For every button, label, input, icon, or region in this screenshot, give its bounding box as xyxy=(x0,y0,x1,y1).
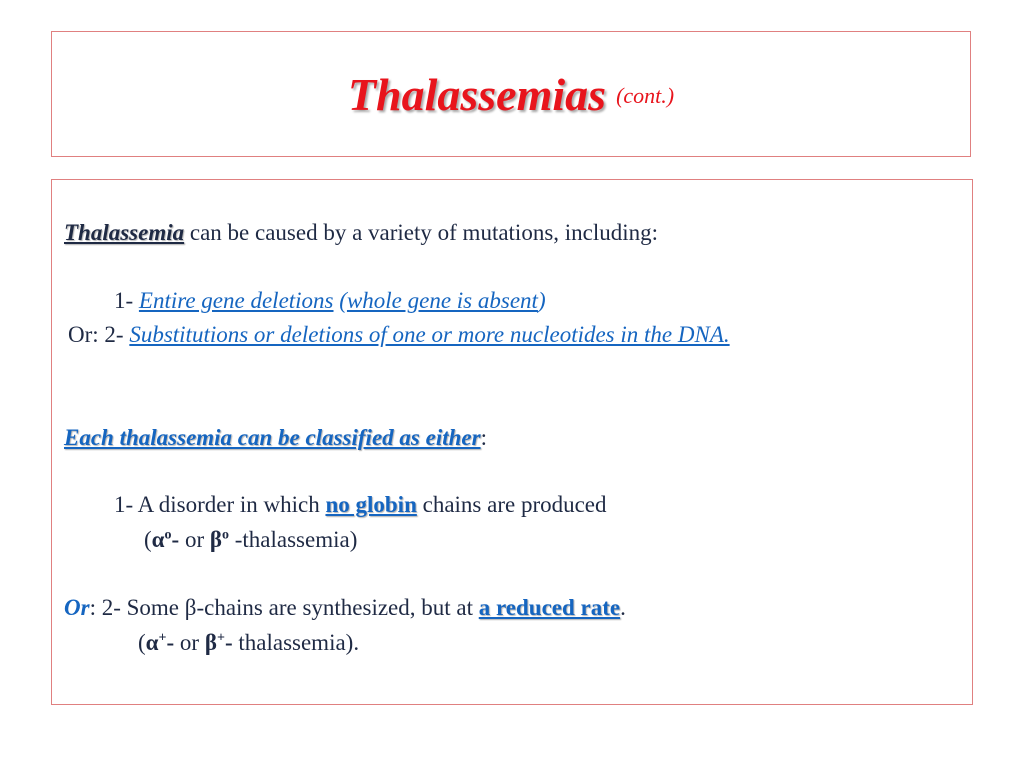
item-1-emph: no globin xyxy=(325,492,417,517)
item-2-beta-sup: + xyxy=(216,630,225,646)
classification-item-2 xyxy=(64,595,626,621)
item-2-or-label: Or xyxy=(64,595,90,620)
item-1-alpha-dash: - xyxy=(171,527,180,552)
item-2-beta: β xyxy=(204,630,217,655)
intro-line xyxy=(64,220,658,246)
item-1-or: or xyxy=(179,527,210,552)
item-2-emph: a reduced rate xyxy=(478,595,621,620)
slide-subtitle: (cont.) xyxy=(616,83,675,108)
item-1-open: ( xyxy=(144,527,152,552)
item-2-close: thalassemia). xyxy=(232,630,360,655)
classification-item-2-types xyxy=(138,630,359,656)
mutation-1-emph: Entire gene deletions xyxy=(138,288,334,313)
classification-item-1 xyxy=(114,492,607,518)
classification-item-1-types xyxy=(144,527,357,553)
classification-heading-colon: : xyxy=(480,425,487,450)
item-1-beta: β xyxy=(209,527,222,552)
intro-term: Thalassemia xyxy=(64,220,185,245)
mutation-1-detail: whole gene is absent xyxy=(346,288,538,313)
title-box xyxy=(51,31,971,157)
item-1-suffix: chains are produced xyxy=(416,492,607,517)
item-2-prefix: : 2- Some β-chains are synthesized, but at xyxy=(89,595,479,620)
mutation-item-2 xyxy=(68,322,730,348)
mutation-1-prefix: 1- xyxy=(114,288,139,313)
item-1-close: -thalassemia) xyxy=(228,527,358,552)
mutation-1-paren: ( xyxy=(333,288,347,313)
item-2-alpha-dash: - xyxy=(166,630,175,655)
item-2-or: or xyxy=(174,630,205,655)
item-2-beta-dash: - xyxy=(224,630,233,655)
classification-heading xyxy=(64,425,487,451)
item-2-alpha-sup: + xyxy=(158,630,167,646)
item-1-alpha-sup: o xyxy=(164,527,172,543)
mutation-item-1 xyxy=(114,288,546,314)
mutation-2-emph: Substitutions or deletions of one or more nucleotides in the DNA. xyxy=(129,322,730,347)
classification-heading-text: Each thalassemia can be classified as either xyxy=(64,425,481,450)
item-2-alpha: α xyxy=(145,630,159,655)
mutation-1-suffix: ) xyxy=(537,288,546,313)
item-2-open: ( xyxy=(138,630,146,655)
item-1-prefix: 1- A disorder in which xyxy=(114,492,326,517)
mutation-2-prefix: Or: 2- xyxy=(68,322,130,347)
item-2-suffix: . xyxy=(620,595,626,620)
intro-text: can be caused by a variety of mutations, including: xyxy=(184,220,659,245)
content-box xyxy=(51,179,973,705)
slide-title: Thalassemias xyxy=(347,68,607,120)
item-1-alpha: α xyxy=(151,527,165,552)
item-1-beta-sup: o xyxy=(221,527,229,543)
